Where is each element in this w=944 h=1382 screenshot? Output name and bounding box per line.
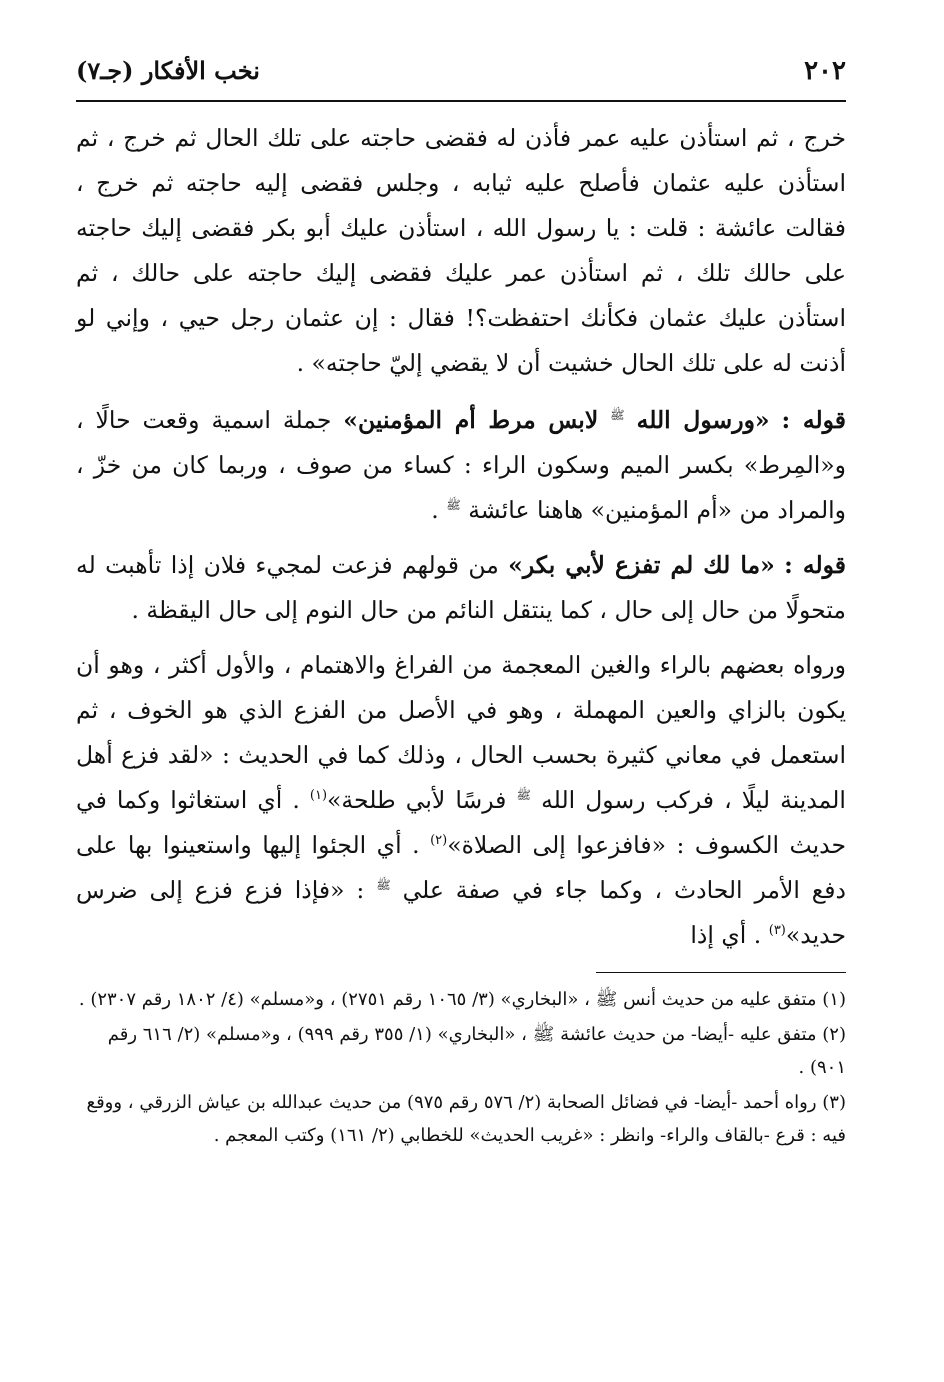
paragraph-4-text-c: . أي استغاثوا وكما في حديث الكسوف : «فافزعوا إلى الصلاة» bbox=[76, 786, 846, 859]
honorific-glyph: ﷺ bbox=[446, 498, 461, 513]
paragraph-3-text: من قولهم فزعت لمجيء فلان إذا تأهبت له متحولًا من حال إلى حال ، كما ينتقل النائم من حال النوم إلى حال اليقظة . bbox=[76, 551, 846, 624]
footnote-2 bbox=[76, 1018, 846, 1084]
paragraph-4-text-f: . أي إذا bbox=[690, 921, 762, 949]
footnotes bbox=[76, 983, 846, 1152]
paragraph-4-text-a: ورواه بعضهم بالراء والغين المعجمة من الفراغ والاهتمام ، والأول أكثر ، وهو أن يكون بالزاي والعين المهملة ، وهو في الأصل من الفزع الذي هو الخوف ، ثم استعمل في معاني كثيرة بحسب الحال ، وذلك كما في الحديث : «لقد فزع أهل المدينة ليلًا ، فركب رسول الله bbox=[76, 651, 846, 814]
footnote-number: (٢) bbox=[822, 1024, 846, 1045]
footnote-ref-2[interactable]: (٢) bbox=[430, 833, 448, 849]
book-page bbox=[76, 56, 846, 1154]
paragraph-2 bbox=[76, 398, 846, 533]
paragraph-4-text-d: . أي الجئوا إليها واستعينوا بها على دفع الأمر الحادث ، وكما جاء في صفة علي bbox=[76, 831, 846, 904]
footnote-text: متفق عليه من حديث أنس ﷺ ، «البخاري» (٣/ ١٠٦٥ رقم ٢٧٥١) ، و«مسلم» (٤/ ١٨٠٢ رقم ٢٣٠٧) . bbox=[78, 989, 817, 1010]
quoted-phrase-start: «ورسول الله bbox=[636, 406, 770, 434]
footnote-separator bbox=[596, 972, 846, 973]
quoted-phrase: «ما لك لم تفزع لأبي بكر» bbox=[508, 551, 775, 579]
footnote-1 bbox=[76, 983, 846, 1016]
paragraph-1-text: خرج ، ثم استأذن عليه عمر فأذن له فقضى حاجته على تلك الحال ثم خرج ، ثم استأذن عليه عثمان فأصلح عليه ثيابه ، وجلس فقضى إليه حاجته ثم خرج ، فقالت عائشة : قلت : يا رسول الله ، استأذن عليك أبو بكر فقضى إليك حاجته على حالك تلك ، ثم استأذن عمر عليك فقضى إليك حاجته على حالك ، ثم استأذن عليك عثمان فكأنك احتفظت؟! فقال : إن عثمان رجل حيي ، وإني لو أذنت له على تلك الحال خشيت أن لا يقضي إليّ حاجته» . bbox=[76, 124, 846, 377]
footnote-text: رواه أحمد -أيضا- في فضائل الصحابة (٢/ ٥٧٦ رقم ٩٧٥) من حديث عبدالله بن عياش الزرقي ، ووقع فيه : قرع -بالقاف والراء- وانظر : «غريب الحديث» للخطابي (٢/ ١٦١) وكتب المعجم . bbox=[86, 1092, 846, 1146]
paragraph-2-end: . bbox=[431, 496, 439, 524]
honorific-glyph: ﷺ bbox=[376, 878, 391, 893]
running-header bbox=[76, 56, 846, 102]
honorific-glyph: ﷺ bbox=[610, 408, 625, 423]
paragraph-4-text-b: فرسًا لأبي طلحة» bbox=[327, 786, 507, 814]
footnote-ref-3[interactable]: (٣) bbox=[768, 923, 786, 939]
running-title: نخب الأفكار (جـ٧) bbox=[76, 56, 260, 85]
paragraph-1 bbox=[76, 116, 846, 386]
page-number: ٢٠٢ bbox=[804, 56, 846, 86]
main-text bbox=[76, 116, 846, 958]
footnote-text: متفق عليه -أيضا- من حديث عائشة ﷺ ، «البخاري» (١/ ٣٥٥ رقم ٩٩٩) ، و«مسلم» (٢/ ٦١٦ رقم ٩٠١) . bbox=[107, 1024, 846, 1078]
paragraph-3 bbox=[76, 543, 846, 633]
footnote-3 bbox=[76, 1086, 846, 1152]
paragraph-4-text-e: : «فإذا فزع فزع إلى ضرس حديد» bbox=[76, 876, 846, 949]
footnote-number: (٣) bbox=[822, 1092, 846, 1113]
paragraph-4 bbox=[76, 643, 846, 958]
paragraph-2-text: جملة اسمية وقعت حالًا ، و«المِرط» بكسر الميم وسكون الراء : كساء من صوف ، وربما كان من خزّ ، والمراد من «أم المؤمنين» هاهنا عائشة bbox=[76, 406, 846, 524]
quoted-phrase-end: لابس مرط أم المؤمنين» bbox=[343, 406, 599, 434]
footnote-ref-1[interactable]: (١) bbox=[309, 788, 328, 804]
qawluhu-label: قوله : bbox=[784, 551, 846, 579]
qawluhu-label: قوله : bbox=[781, 406, 846, 434]
footnote-number: (١) bbox=[822, 989, 846, 1010]
honorific-glyph: ﷺ bbox=[516, 788, 531, 803]
